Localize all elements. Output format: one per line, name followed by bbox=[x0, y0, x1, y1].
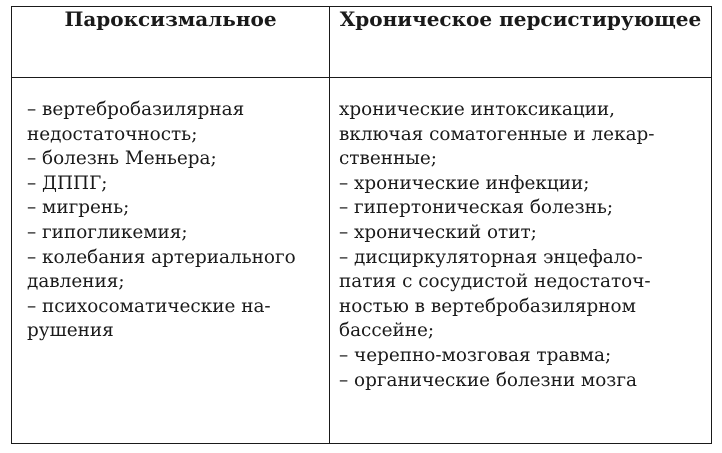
text-line: патия с сосудистой недостаточ- bbox=[339, 271, 651, 293]
text-line: – хронические инфекции; bbox=[339, 172, 590, 194]
text-line: – черепно-мозговая травма; bbox=[339, 344, 612, 366]
chronic-causes-list bbox=[330, 78, 711, 393]
text-line: давления; bbox=[27, 271, 125, 293]
text-line: ностью в вертебробазилярном bbox=[339, 295, 636, 317]
header-paroxysmal: Пароксизмальное bbox=[12, 7, 330, 78]
text-line: недостаточность; bbox=[27, 123, 198, 145]
text-line: – болезнь Меньера; bbox=[27, 148, 217, 170]
text-line: – органические болезни мозга bbox=[339, 369, 637, 391]
text-line: – мигрень; bbox=[27, 197, 130, 219]
paroxysmal-causes-list bbox=[12, 78, 329, 344]
text-line: – ДППГ; bbox=[27, 172, 108, 194]
paroxysmal-causes-cell bbox=[12, 78, 330, 444]
text-line: – гипертоническая болезнь; bbox=[339, 197, 614, 219]
text-line: рушения bbox=[27, 320, 114, 342]
vertigo-classification-table bbox=[11, 6, 712, 444]
text-line: бассейне; bbox=[339, 320, 435, 342]
text-line: – вертебробазилярная bbox=[27, 99, 245, 120]
text-line: – дисциркуляторная энцефало- bbox=[339, 246, 643, 268]
header-chronic-persistent: Хроническое персистирующее bbox=[330, 7, 712, 78]
chronic-causes-cell bbox=[330, 78, 712, 444]
text-line: включая соматогенные и лекар- bbox=[339, 123, 655, 145]
text-line: ственные; bbox=[339, 148, 437, 170]
header-row bbox=[12, 7, 712, 78]
text-line: хронические интоксикации, bbox=[339, 99, 616, 120]
text-line: – хронический отит; bbox=[339, 221, 537, 243]
body-row bbox=[12, 78, 712, 444]
text-line: – гипогликемия; bbox=[27, 221, 188, 243]
text-line: – колебания артериального bbox=[27, 246, 296, 268]
text-line: – психосоматические на- bbox=[27, 295, 271, 317]
